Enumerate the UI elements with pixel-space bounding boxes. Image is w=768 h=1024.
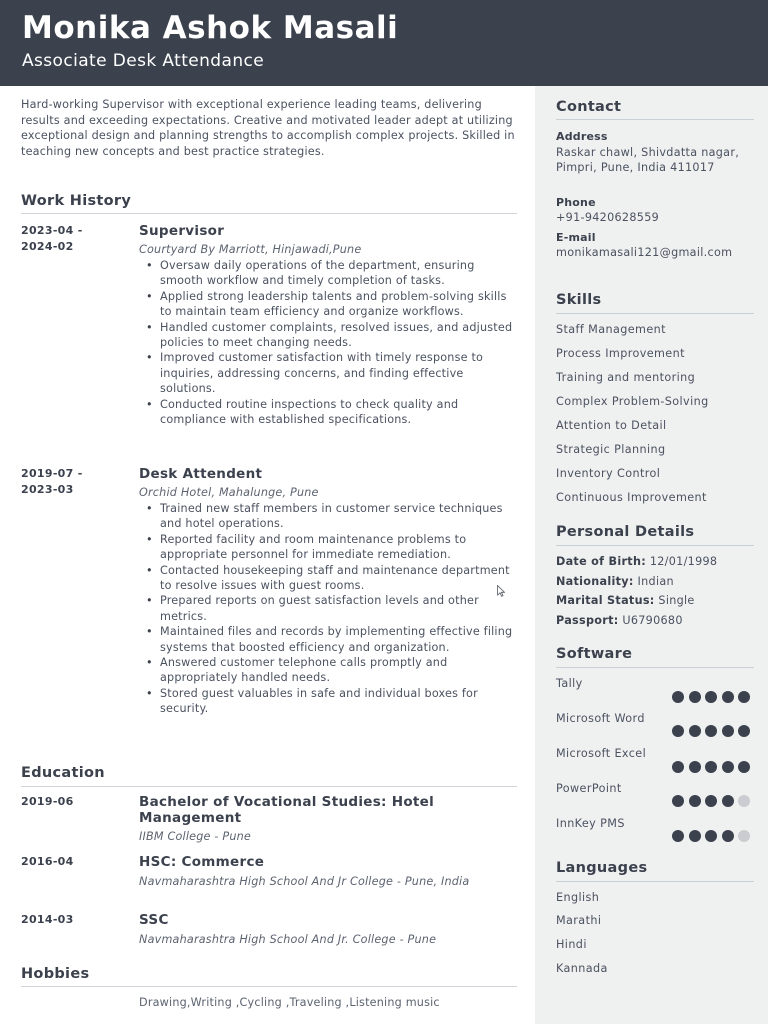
section-divider [556, 881, 754, 882]
software-name: InnKey PMS [556, 817, 625, 830]
section-divider [556, 313, 754, 314]
education-school: Navmaharashtra High School And Jr College - Pune, India [139, 875, 470, 888]
detail-value: U6790680 [622, 614, 683, 627]
language-item: English [556, 891, 600, 904]
phone-label: Phone [556, 196, 596, 209]
job-bullet: • Answered customer telephone calls promptly and appropriately handled needs. [141, 655, 519, 686]
rating-dot-filled [689, 830, 701, 842]
personal-detail-row [556, 555, 717, 568]
personal-details-heading: Personal Details [556, 524, 695, 540]
job-bullet: • Reported facility and room maintenance problems to appropriate personnel for immediate remediation. [141, 532, 519, 563]
rating-dot-filled [672, 691, 684, 703]
job-bullet: • Conducted routine inspections to check quality and compliance with established specifications. [141, 397, 519, 428]
section-divider [21, 213, 517, 214]
job-bullet: • Applied strong leadership talents and problem-solving skills to maintain team efficiency and organize workflows. [141, 289, 519, 320]
section-divider [21, 786, 517, 787]
section-divider [556, 667, 754, 668]
detail-value: Indian [637, 575, 674, 588]
hobbies-text: Drawing,Writing ,Cycling ,Traveling ,Listening music [139, 996, 440, 1009]
rating-dot-filled [705, 761, 717, 773]
detail-label: Date of Birth: [556, 555, 646, 568]
candidate-title: Associate Desk Attendance [22, 51, 265, 71]
rating-dot-filled [672, 830, 684, 842]
rating-dot-filled [689, 691, 701, 703]
education-date: 2014-03 [21, 913, 74, 926]
software-name: Tally [556, 677, 583, 690]
job-date [21, 223, 83, 255]
job-date-start: 2019-07 - [21, 467, 83, 480]
skill-item: Inventory Control [556, 467, 661, 480]
software-name: PowerPoint [556, 782, 622, 795]
languages-heading: Languages [556, 860, 648, 876]
job-bullet: • Stored guest valuables in safe and individual boxes for security. [141, 686, 519, 717]
detail-value: 12/01/1998 [649, 555, 718, 568]
education-degree: HSC: Commerce [139, 854, 265, 870]
skill-item: Staff Management [556, 323, 666, 336]
job-date [21, 466, 83, 498]
job-bullet: • Maintained files and records by implementing effective filing systems that boosted efficiency and organization. [141, 624, 519, 655]
address-value: Raskar chawl, Shivdatta nagar, Pimpri, Pune, India 411017 [556, 146, 740, 175]
detail-label: Marital Status: [556, 594, 655, 607]
header-banner [0, 0, 768, 86]
job-bullet: • Prepared reports on guest satisfaction levels and other metrics. [141, 593, 519, 624]
job-bullet: • Improved customer satisfaction with timely response to inquiries, addressing concerns, and finding effective solutions. [141, 350, 519, 396]
education-degree: SSC [139, 912, 169, 928]
email-value: monikamasali121@gmail.com [556, 246, 733, 259]
detail-label: Passport: [556, 614, 619, 627]
section-divider [556, 119, 754, 120]
job-bullet: • Trained new staff members in customer service techniques and hotel operations. [141, 501, 519, 532]
rating-dot-filled [705, 795, 717, 807]
skills-heading: Skills [556, 292, 602, 308]
skill-item: Attention to Detail [556, 419, 667, 432]
education-degree: Bachelor of Vocational Studies: Hotel Management [139, 794, 435, 826]
job-title: Desk Attendent [139, 466, 263, 482]
language-item: Kannada [556, 962, 608, 975]
rating-dot-filled [738, 761, 750, 773]
rating-dot-filled [672, 725, 684, 737]
job-date-end: 2024-02 [21, 240, 74, 253]
rating-dot-filled [722, 725, 734, 737]
rating-dot-filled [689, 725, 701, 737]
email-label: E-mail [556, 231, 596, 244]
job-date-end: 2023-03 [21, 483, 74, 496]
skill-item: Process Improvement [556, 347, 685, 360]
mouse-cursor-icon [497, 585, 505, 597]
education-heading: Education [21, 765, 105, 781]
rating-dot-empty [738, 795, 750, 807]
rating-dot-filled [672, 761, 684, 773]
job-bullets [141, 258, 519, 427]
rating-dot-empty [738, 830, 750, 842]
job-company: Courtyard By Marriott, Hinjawadi,Pune [139, 243, 362, 256]
rating-dot-filled [722, 795, 734, 807]
education-school: IIBM College - Pune [139, 830, 251, 843]
rating-dot-filled [689, 795, 701, 807]
candidate-name: Monika Ashok Masali [22, 10, 399, 46]
rating-dot-filled [705, 725, 717, 737]
job-date-start: 2023-04 - [21, 224, 83, 237]
job-bullet: • Contacted housekeeping staff and maintenance department to resolve issues with guest rooms. [141, 563, 519, 594]
software-name: Microsoft Word [556, 712, 645, 725]
education-date: 2019-06 [21, 795, 74, 808]
skill-item: Continuous Improvement [556, 491, 707, 504]
detail-value: Single [658, 594, 695, 607]
contact-heading: Contact [556, 99, 622, 115]
skill-item: Strategic Planning [556, 443, 666, 456]
language-item: Marathi [556, 914, 602, 927]
skill-item: Complex Problem-Solving [556, 395, 709, 408]
work-history-heading: Work History [21, 193, 132, 209]
skill-item: Training and mentoring [556, 371, 696, 384]
section-divider [556, 545, 754, 546]
phone-value: +91-9420628559 [556, 211, 660, 224]
detail-label: Nationality: [556, 575, 634, 588]
personal-detail-row [556, 575, 674, 588]
professional-summary: Hard-working Supervisor with exceptional experience leading teams, delivering results and exceeding expectations. Creative and motivated leader adept at utilizing exceptional design and planning strengths to accomplish complex projects. Skilled in teaching new concepts and best practice strategies. [21, 98, 515, 158]
hobbies-heading: Hobbies [21, 966, 90, 982]
rating-dot-filled [672, 795, 684, 807]
rating-dot-filled [738, 691, 750, 703]
rating-dot-filled [705, 830, 717, 842]
rating-dot-filled [738, 725, 750, 737]
education-date: 2016-04 [21, 855, 74, 868]
job-bullets [141, 501, 519, 717]
address-label: Address [556, 130, 608, 143]
personal-detail-row [556, 594, 695, 607]
job-company: Orchid Hotel, Mahalunge, Pune [139, 486, 319, 499]
job-bullet: • Oversaw daily operations of the department, ensuring smooth workflow and timely completion of tasks. [141, 258, 519, 289]
rating-dot-filled [722, 830, 734, 842]
software-name: Microsoft Excel [556, 747, 647, 760]
section-divider [21, 986, 517, 987]
job-title: Supervisor [139, 223, 225, 239]
rating-dot-filled [722, 761, 734, 773]
rating-dot-filled [705, 691, 717, 703]
education-school: Navmaharashtra High School And Jr. College - Pune [139, 933, 437, 946]
rating-dot-filled [722, 691, 734, 703]
rating-dot-filled [689, 761, 701, 773]
personal-detail-row [556, 614, 683, 627]
software-heading: Software [556, 646, 633, 662]
job-bullet: • Handled customer complaints, resolved issues, and adjusted policies to meet changing needs. [141, 320, 519, 351]
language-item: Hindi [556, 938, 587, 951]
